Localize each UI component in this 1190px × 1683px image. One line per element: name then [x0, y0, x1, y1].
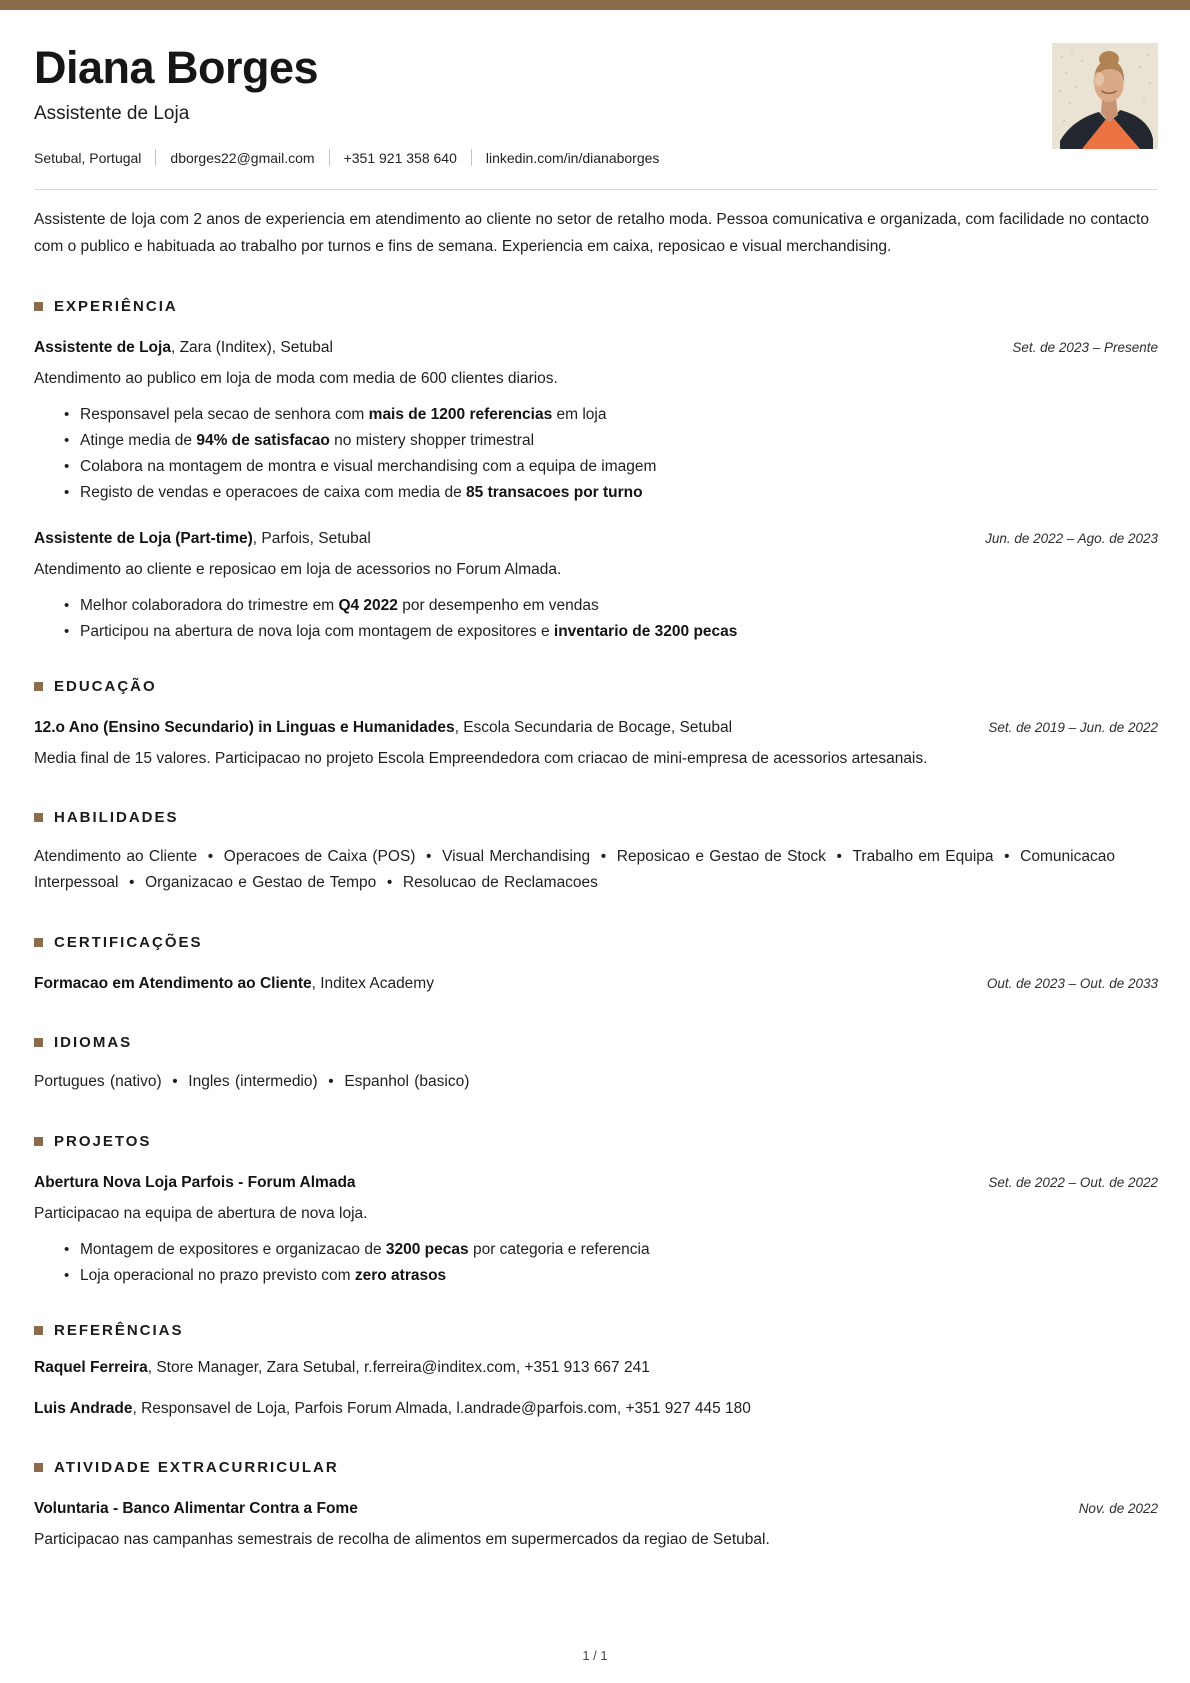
person-job-title: Assistente de Loja [34, 103, 190, 124]
section-heading-referencias [34, 1322, 1158, 1339]
header-divider [34, 189, 1158, 190]
section-heading-habilidades [34, 809, 1158, 826]
section-label: EXPERIÊNCIA [54, 298, 178, 315]
section-heading-certificacoes [34, 934, 1158, 951]
bullet-item: • Loja operacional no prazo previsto com zero atrasos [64, 1267, 1158, 1284]
contact-location: Setubal, Portugal [34, 149, 142, 166]
entry-description: Atendimento ao publico em loja de moda com media de 600 clientes diarios. [34, 370, 558, 387]
contact-row [34, 149, 1158, 166]
bullet-item: • Responsavel pela secao de senhora com mais de 1200 referencias em loja [64, 406, 1158, 423]
section-heading-educacao [34, 678, 1158, 695]
section-label: IDIOMAS [54, 1034, 133, 1051]
top-accent-bar [0, 0, 1190, 10]
section-marker-icon [34, 1038, 43, 1047]
entry-date: Jun. de 2022 – Ago. de 2023 [985, 531, 1158, 546]
entry-description: Media final de 15 valores. Participacao no projeto Escola Empreendedora com criacao de mini-empresa de acessorios artesanais. [34, 750, 928, 767]
section-marker-icon [34, 1326, 43, 1335]
entry-date: Set. de 2019 – Jun. de 2022 [988, 720, 1158, 735]
entry-description: Participacao na equipa de abertura de nova loja. [34, 1205, 368, 1222]
entry-header [34, 972, 1158, 996]
extracurricular-entry [34, 1497, 1158, 1552]
entry-title: Assistente de Loja (Part-time), Parfois, Setubal [34, 530, 371, 547]
contact-phone: +351 921 358 640 [343, 149, 457, 166]
entry-date: Set. de 2022 – Out. de 2022 [988, 1175, 1158, 1190]
entry-header [34, 1171, 1158, 1195]
contact-email: dborges22@gmail.com [170, 149, 315, 166]
entry-description: Participacao nas campanhas semestrais de recolha de alimentos em supermercados da regiao de Setubal. [34, 1531, 770, 1548]
section-label: ATIVIDADE EXTRACURRICULAR [54, 1459, 339, 1476]
entry-bullet-list [34, 597, 1158, 640]
bullet-item: • Atinge media de 94% de satisfacao no mistery shopper trimestral [64, 432, 1158, 449]
section-marker-icon [34, 302, 43, 311]
person-name: Diana Borges [34, 42, 319, 93]
entry-header [34, 716, 1158, 740]
section-label: HABILIDADES [54, 809, 179, 826]
page-indicator: 1 / 1 [582, 1648, 608, 1663]
bullet-item: • Colabora na montagem de montra e visual merchandising com a equipa de imagem [64, 458, 1158, 475]
entry-date: Out. de 2023 – Out. de 2033 [986, 976, 1158, 991]
section-label: PROJETOS [54, 1133, 152, 1150]
entry-date: Nov. de 2022 [1078, 1501, 1158, 1516]
contact-separator [155, 149, 156, 166]
entry-date: Set. de 2023 – Presente [1012, 340, 1158, 355]
certification-entry [34, 972, 1158, 996]
summary-paragraph: Assistente de loja com 2 anos de experiencia em atendimento ao cliente no setor de retalho moda. Pessoa comunicativa e organizada, com facilidade no contacto com o publico e habituada ao trabalho por turnos e fins de semana. Experiencia em caixa, reposicao e visual merchandising. [34, 211, 1149, 255]
entry-title: 12.o Ano (Ensino Secundario) in Linguas e Humanidades, Escola Secundaria de Bocage, Setubal [34, 719, 733, 736]
education-entry [34, 716, 1158, 771]
profile-photo-illustration [1052, 43, 1158, 149]
reference-line: Raquel Ferreira, Store Manager, Zara Setubal, r.ferreira@inditex.com, +351 913 667 241 [34, 1359, 650, 1376]
bullet-item: • Melhor colaboradora do trimestre em Q4 2022 por desempenho em vendas [64, 597, 1158, 614]
entry-header [34, 1497, 1158, 1521]
profile-photo [1052, 43, 1158, 149]
reference-line: Luis Andrade, Responsavel de Loja, Parfois Forum Almada, l.andrade@parfois.com, +351 927 445 180 [34, 1400, 751, 1417]
project-entry [34, 1171, 1158, 1284]
section-label: EDUCAÇÃO [54, 678, 157, 695]
contact-linkedin: linkedin.com/in/dianaborges [485, 149, 660, 166]
bullet-item: • Registo de vendas e operacoes de caixa com media de 85 transacoes por turno [64, 484, 1158, 501]
entry-header [34, 336, 1158, 360]
bullet-item: • Montagem de expositores e organizacao de 3200 pecas por categoria e referencia [64, 1241, 1158, 1258]
section-marker-icon [34, 938, 43, 947]
contact-separator [329, 149, 330, 166]
section-marker-icon [34, 1137, 43, 1146]
section-marker-icon [34, 682, 43, 691]
section-marker-icon [34, 1463, 43, 1472]
entry-bullet-list [34, 1241, 1158, 1284]
experience-entry [34, 336, 1158, 501]
entry-title: Abertura Nova Loja Parfois - Forum Almada [34, 1174, 356, 1191]
bullet-item: • Participou na abertura de nova loja com montagem de expositores e inventario de 3200 pecas [64, 623, 1158, 640]
entry-title: Formacao em Atendimento ao Cliente, Inditex Academy [34, 975, 434, 992]
section-heading-projetos [34, 1133, 1158, 1150]
section-heading-atividade-extracurricular [34, 1459, 1158, 1476]
section-heading-experiencia [34, 298, 1158, 315]
skills-list: Atendimento ao Cliente • Operacoes de Caixa (POS) • Visual Merchandising • Reposicao e Gestao de Stock • Trabalho em Equipa • Comunicacao Interpessoal • Organizacao e Gestao de Tempo • Resolucao de Reclamacoes [34, 848, 1115, 891]
section-heading-idiomas [34, 1034, 1158, 1051]
entry-title: Assistente de Loja, Zara (Inditex), Setubal [34, 339, 333, 356]
languages-list: Portugues (nativo) • Ingles (intermedio) • Espanhol (basico) [34, 1073, 470, 1090]
resume-page [0, 10, 1190, 1552]
header [34, 10, 1158, 166]
section-label: REFERÊNCIAS [54, 1322, 184, 1339]
entry-header [34, 527, 1158, 551]
section-label: CERTIFICAÇÕES [54, 934, 203, 951]
entry-description: Atendimento ao cliente e reposicao em loja de acessorios no Forum Almada. [34, 561, 562, 578]
contact-separator [471, 149, 472, 166]
experience-entry [34, 527, 1158, 640]
entry-bullet-list [34, 406, 1158, 501]
section-marker-icon [34, 813, 43, 822]
entry-title: Voluntaria - Banco Alimentar Contra a Fome [34, 1500, 358, 1517]
